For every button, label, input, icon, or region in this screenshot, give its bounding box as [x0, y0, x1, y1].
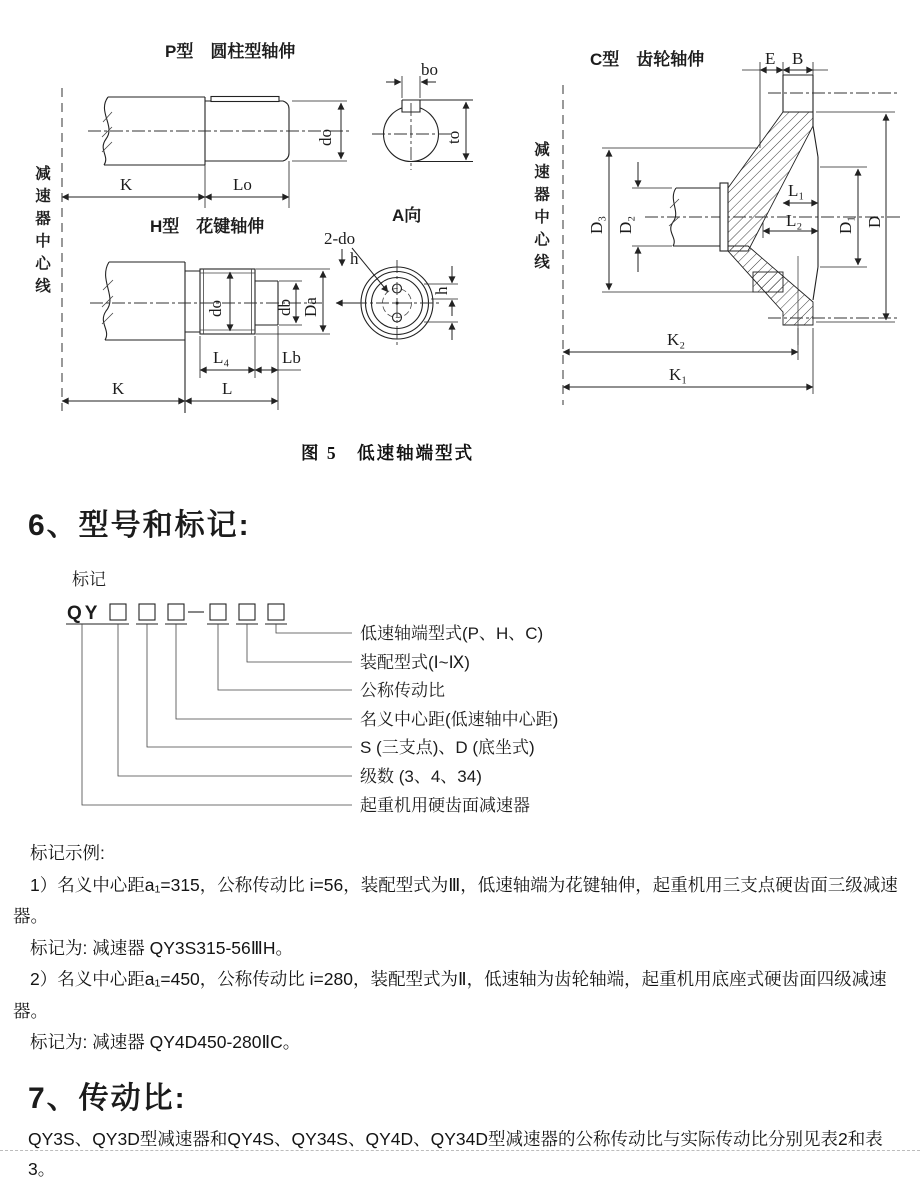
dim-label-h-left: h — [350, 249, 359, 268]
section-7-heading: 7、传动比: — [28, 1082, 187, 1115]
marking-label: 标记 — [72, 570, 106, 589]
dim-label-d: D — [865, 215, 884, 228]
view-a-label: A向 — [392, 206, 422, 225]
examples-label: 标记示例: — [30, 843, 105, 863]
dim-label-l: L — [222, 379, 233, 398]
dim-label-to: to — [444, 130, 463, 144]
dim-label-l2: L₂ — [786, 211, 803, 230]
dim-label-e: E — [765, 49, 776, 68]
callout-series-name: 起重机用硬齿面减速器 — [360, 796, 530, 815]
dim-label-d3: D₃ — [587, 215, 606, 234]
dim-label-2do: 2-do — [324, 229, 356, 248]
dim-label-h-right: h — [432, 286, 451, 295]
p-type-title: P型 圆柱型轴伸 — [165, 42, 296, 61]
h-type-drawing — [62, 216, 458, 413]
dim-label-db: db — [275, 299, 294, 316]
dim-label-k2: K₂ — [667, 330, 686, 349]
dim-label-l4: L₄ — [213, 348, 230, 367]
dim-label-da: Da — [301, 297, 320, 317]
c-type-drawing — [563, 49, 900, 405]
centerline-label-right: 减速器中心线 — [532, 141, 549, 276]
section-6-heading: 6、型号和标记: — [28, 509, 251, 542]
dim-label-do-p: do — [316, 129, 335, 146]
dim-label-k1: K₁ — [669, 365, 688, 384]
callout-assembly-type: 装配型式(Ⅰ~Ⅸ) — [360, 653, 470, 672]
centerline-label-left: 减速器中心线 — [33, 165, 50, 300]
example-2: 2）名义中心距a₁=450，公称传动比 i=280，装配型式为Ⅱ，低速轴为齿轮轴端，起重机用底座式硬齿面四级减速器。 — [13, 969, 887, 1021]
dim-label-lo: Lo — [233, 175, 252, 194]
marking-examples — [0, 838, 920, 1059]
dim-label-k-h: K — [112, 379, 125, 398]
dim-label-b: B — [792, 49, 804, 68]
figure-caption: 图 5 低速轴端型式 — [301, 443, 475, 463]
callout-stage-count: 级数 (3、4、34) — [360, 767, 482, 786]
dim-label-d2: D₂ — [616, 215, 635, 234]
model-marking-diagram — [0, 555, 920, 825]
dim-label-d1: D₁ — [836, 215, 855, 234]
example-1: 1）名义中心距a₁=315，公称传动比 i=56，装配型式为Ⅲ，低速轴端为花键轴伸，起重机用三支点硬齿面三级减速器。 — [13, 874, 898, 926]
callout-nominal-ratio: 公称传动比 — [360, 681, 445, 700]
figure-5-drawing — [0, 0, 920, 470]
dim-label-k-p: K — [120, 175, 133, 194]
dim-label-do-h: do — [206, 300, 225, 317]
example-1-marking: 标记为: 减速器 QY3S315-56ⅢH。 — [30, 937, 293, 958]
dim-label-bo: bo — [421, 60, 438, 79]
callout-center-distance: 名义中心距(低速轴中心距) — [360, 710, 559, 729]
dim-label-l1: L₁ — [788, 181, 805, 200]
callout-mount-style: S (三支点)、D (底坐式) — [360, 738, 535, 757]
dim-label-lb: Lb — [282, 348, 301, 367]
model-callout-lines — [82, 624, 352, 805]
example-2-marking: 标记为: 减速器 QY4D450-280ⅡC。 — [30, 1032, 301, 1052]
page-bottom-rule — [0, 1150, 920, 1151]
p-type-drawing — [62, 41, 473, 225]
h-type-title: H型 花键轴伸 — [150, 217, 265, 236]
model-prefix: QY — [67, 603, 101, 624]
section-7-body: QY3S、QY3D型减速器和QY4S、QY34S、QY4D、QY34D型减速器的公称传动比与实际传动比分别见表2和表3。 — [28, 1129, 883, 1179]
callout-shaft-end-type: 低速轴端型式(P、H、C) — [360, 624, 544, 643]
c-type-title: C型 齿轮轴伸 — [590, 50, 705, 69]
